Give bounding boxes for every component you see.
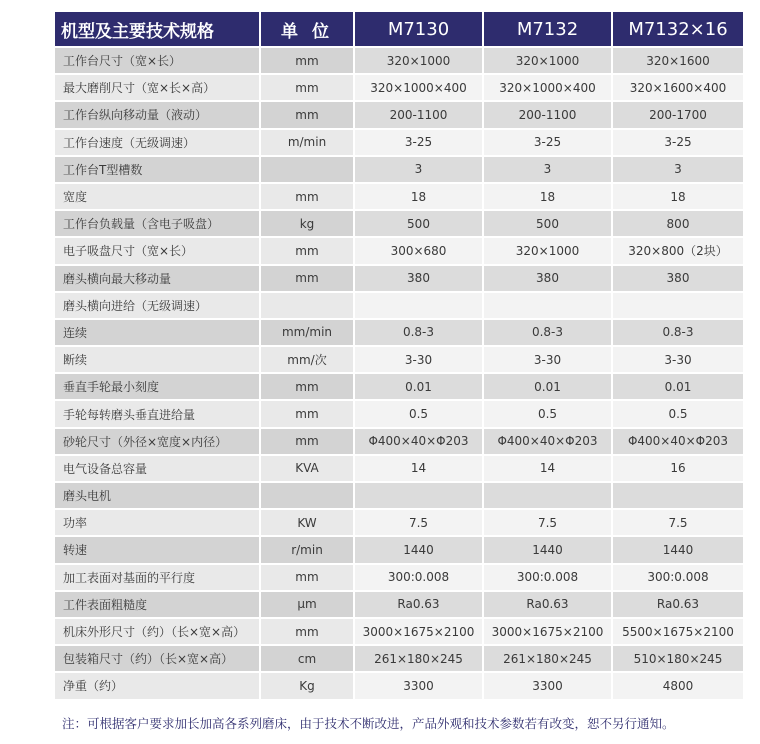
footnote: 注：可根据客户要求加长加高各系列磨床，由于技术不断改进，产品外观和技术参数若有改变，恕不另行通知。 [62,716,675,731]
value-cell-m7132: 3300 [484,673,611,698]
spec-name-cell: 砂轮尺寸（外径×宽度×内径） [55,429,259,454]
unit-cell: μm [261,592,353,617]
value-cell-m7132: 200-1100 [484,102,611,127]
value-cell-m7132: 261×180×245 [484,646,611,671]
table-row [55,592,743,617]
unit-cell [261,157,353,182]
value-cell-m7132 [484,293,611,318]
table-row [55,102,743,127]
spec-name-cell: 磨头电机 [55,483,259,508]
table-row [55,483,743,508]
value-cell-m7132x16: 320×1600×400 [613,75,743,100]
value-cell-m7130 [355,483,482,508]
table-row [55,266,743,291]
table-row [55,130,743,155]
value-cell-m7132: 3-25 [484,130,611,155]
table-row [55,619,743,644]
value-cell-m7132: 0.01 [484,374,611,399]
value-cell-m7130: 1440 [355,537,482,562]
value-cell-m7132x16: 4800 [613,673,743,698]
table-row [55,537,743,562]
unit-cell: r/min [261,537,353,562]
value-cell-m7130: 0.8-3 [355,320,482,345]
value-cell-m7130: 0.01 [355,374,482,399]
value-cell-m7132x16 [613,483,743,508]
table-row [55,456,743,481]
unit-cell: mm [261,75,353,100]
value-cell-m7132x16 [613,293,743,318]
unit-cell [261,483,353,508]
spec-table [53,10,745,701]
table-row [55,320,743,345]
spec-name-cell: 工件表面粗糙度 [55,592,259,617]
value-cell-m7132: 7.5 [484,510,611,535]
spec-name-cell: 加工表面对基面的平行度 [55,565,259,590]
table-row [55,184,743,209]
value-cell-m7130: 3 [355,157,482,182]
value-cell-m7132x16: 0.5 [613,401,743,426]
unit-cell: KW [261,510,353,535]
value-cell-m7130: 18 [355,184,482,209]
unit-cell: mm [261,102,353,127]
spec-name-cell: 磨头横向最大移动量 [55,266,259,291]
value-cell-m7132: 0.8-3 [484,320,611,345]
value-cell-m7132x16: 320×800（2块） [613,238,743,263]
spec-name-cell: 工作台尺寸（宽×长） [55,48,259,73]
table-row [55,429,743,454]
spec-sheet [55,10,735,701]
value-cell-m7132: Φ400×40×Φ203 [484,429,611,454]
unit-cell: mm [261,401,353,426]
value-cell-m7130: 3000×1675×2100 [355,619,482,644]
value-cell-m7132: 500 [484,211,611,236]
value-cell-m7130: 300×680 [355,238,482,263]
table-row [55,347,743,372]
spec-name-cell: 手轮每转磨头垂直进给量 [55,401,259,426]
value-cell-m7132x16: 7.5 [613,510,743,535]
value-cell-m7130: 3-25 [355,130,482,155]
table-row [55,48,743,73]
value-cell-m7130: Ra0.63 [355,592,482,617]
table-row [55,238,743,263]
value-cell-m7132: 320×1000×400 [484,75,611,100]
spec-name-cell: 电子吸盘尺寸（宽×长） [55,238,259,263]
table-row [55,211,743,236]
table-row [55,646,743,671]
value-cell-m7130: 320×1000×400 [355,75,482,100]
unit-cell [261,293,353,318]
table-row [55,565,743,590]
spec-name-cell: 宽度 [55,184,259,209]
unit-cell: Kg [261,673,353,698]
value-cell-m7132: 320×1000 [484,48,611,73]
value-cell-m7130: 3300 [355,673,482,698]
spec-name-cell: 连续 [55,320,259,345]
spec-name-cell: 机床外形尺寸（约）（长×宽×高） [55,619,259,644]
unit-cell: mm [261,619,353,644]
spec-name-cell: 垂直手轮最小刻度 [55,374,259,399]
unit-cell: mm [261,184,353,209]
value-cell-m7132x16: Ra0.63 [613,592,743,617]
unit-cell: kg [261,211,353,236]
value-cell-m7132x16: 380 [613,266,743,291]
value-cell-m7130: 261×180×245 [355,646,482,671]
value-cell-m7132x16: 0.8-3 [613,320,743,345]
spec-name-cell: 磨头横向进给（无级调速） [55,293,259,318]
table-row [55,673,743,698]
table-row [55,157,743,182]
value-cell-m7130 [355,293,482,318]
spec-name-cell: 电气设备总容量 [55,456,259,481]
value-cell-m7132x16: 200-1700 [613,102,743,127]
value-cell-m7132x16: 3-30 [613,347,743,372]
spec-name-cell: 断续 [55,347,259,372]
table-row [55,75,743,100]
value-cell-m7132: Ra0.63 [484,592,611,617]
value-cell-m7132x16: 320×1600 [613,48,743,73]
value-cell-m7130: 14 [355,456,482,481]
header-model-m7132x16: M7132×16 [613,12,743,46]
value-cell-m7132: 3-30 [484,347,611,372]
value-cell-m7130: 0.5 [355,401,482,426]
unit-cell: mm/min [261,320,353,345]
value-cell-m7130: 320×1000 [355,48,482,73]
unit-cell: mm [261,565,353,590]
value-cell-m7132 [484,483,611,508]
value-cell-m7132: 320×1000 [484,238,611,263]
unit-cell: mm [261,429,353,454]
table-row [55,401,743,426]
unit-cell: cm [261,646,353,671]
value-cell-m7132: 0.5 [484,401,611,426]
value-cell-m7130: 3-30 [355,347,482,372]
header-model-m7132: M7132 [484,12,611,46]
value-cell-m7132x16: 510×180×245 [613,646,743,671]
value-cell-m7130: 300:0.008 [355,565,482,590]
value-cell-m7130: 500 [355,211,482,236]
spec-name-cell: 最大磨削尺寸（宽×长×高） [55,75,259,100]
table-row [55,293,743,318]
value-cell-m7132: 3 [484,157,611,182]
header-unit: 单 位 [261,12,353,46]
value-cell-m7132: 3000×1675×2100 [484,619,611,644]
value-cell-m7132x16: 0.01 [613,374,743,399]
unit-cell: KVA [261,456,353,481]
table-row [55,374,743,399]
spec-name-cell: 工作台纵向移动量（液动） [55,102,259,127]
value-cell-m7132x16: 18 [613,184,743,209]
value-cell-m7132x16: 5500×1675×2100 [613,619,743,644]
value-cell-m7132x16: 800 [613,211,743,236]
table-row [55,510,743,535]
unit-cell: mm [261,374,353,399]
value-cell-m7132: 300:0.008 [484,565,611,590]
value-cell-m7132: 18 [484,184,611,209]
value-cell-m7130: 200-1100 [355,102,482,127]
unit-cell: mm [261,238,353,263]
value-cell-m7132x16: 1440 [613,537,743,562]
value-cell-m7132x16: Φ400×40×Φ203 [613,429,743,454]
spec-name-cell: 工作台速度（无级调速） [55,130,259,155]
value-cell-m7130: 7.5 [355,510,482,535]
value-cell-m7130: Φ400×40×Φ203 [355,429,482,454]
spec-name-cell: 工作台T型槽数 [55,157,259,182]
spec-name-cell: 功率 [55,510,259,535]
value-cell-m7132: 1440 [484,537,611,562]
value-cell-m7132x16: 300:0.008 [613,565,743,590]
value-cell-m7132x16: 3 [613,157,743,182]
unit-cell: m/min [261,130,353,155]
unit-cell: mm [261,266,353,291]
unit-cell: mm [261,48,353,73]
value-cell-m7132: 380 [484,266,611,291]
table-header-row [55,12,743,46]
spec-table-body [55,48,743,699]
value-cell-m7132: 14 [484,456,611,481]
unit-cell: mm/次 [261,347,353,372]
value-cell-m7130: 380 [355,266,482,291]
spec-name-cell: 转速 [55,537,259,562]
spec-name-cell: 净重（约） [55,673,259,698]
spec-name-cell: 包装箱尺寸（约）（长×宽×高） [55,646,259,671]
value-cell-m7132x16: 3-25 [613,130,743,155]
value-cell-m7132x16: 16 [613,456,743,481]
spec-name-cell: 工作台负载量（含电子吸盘） [55,211,259,236]
header-model-m7130: M7130 [355,12,482,46]
header-spec-name: 机型及主要技术规格 [55,12,259,46]
